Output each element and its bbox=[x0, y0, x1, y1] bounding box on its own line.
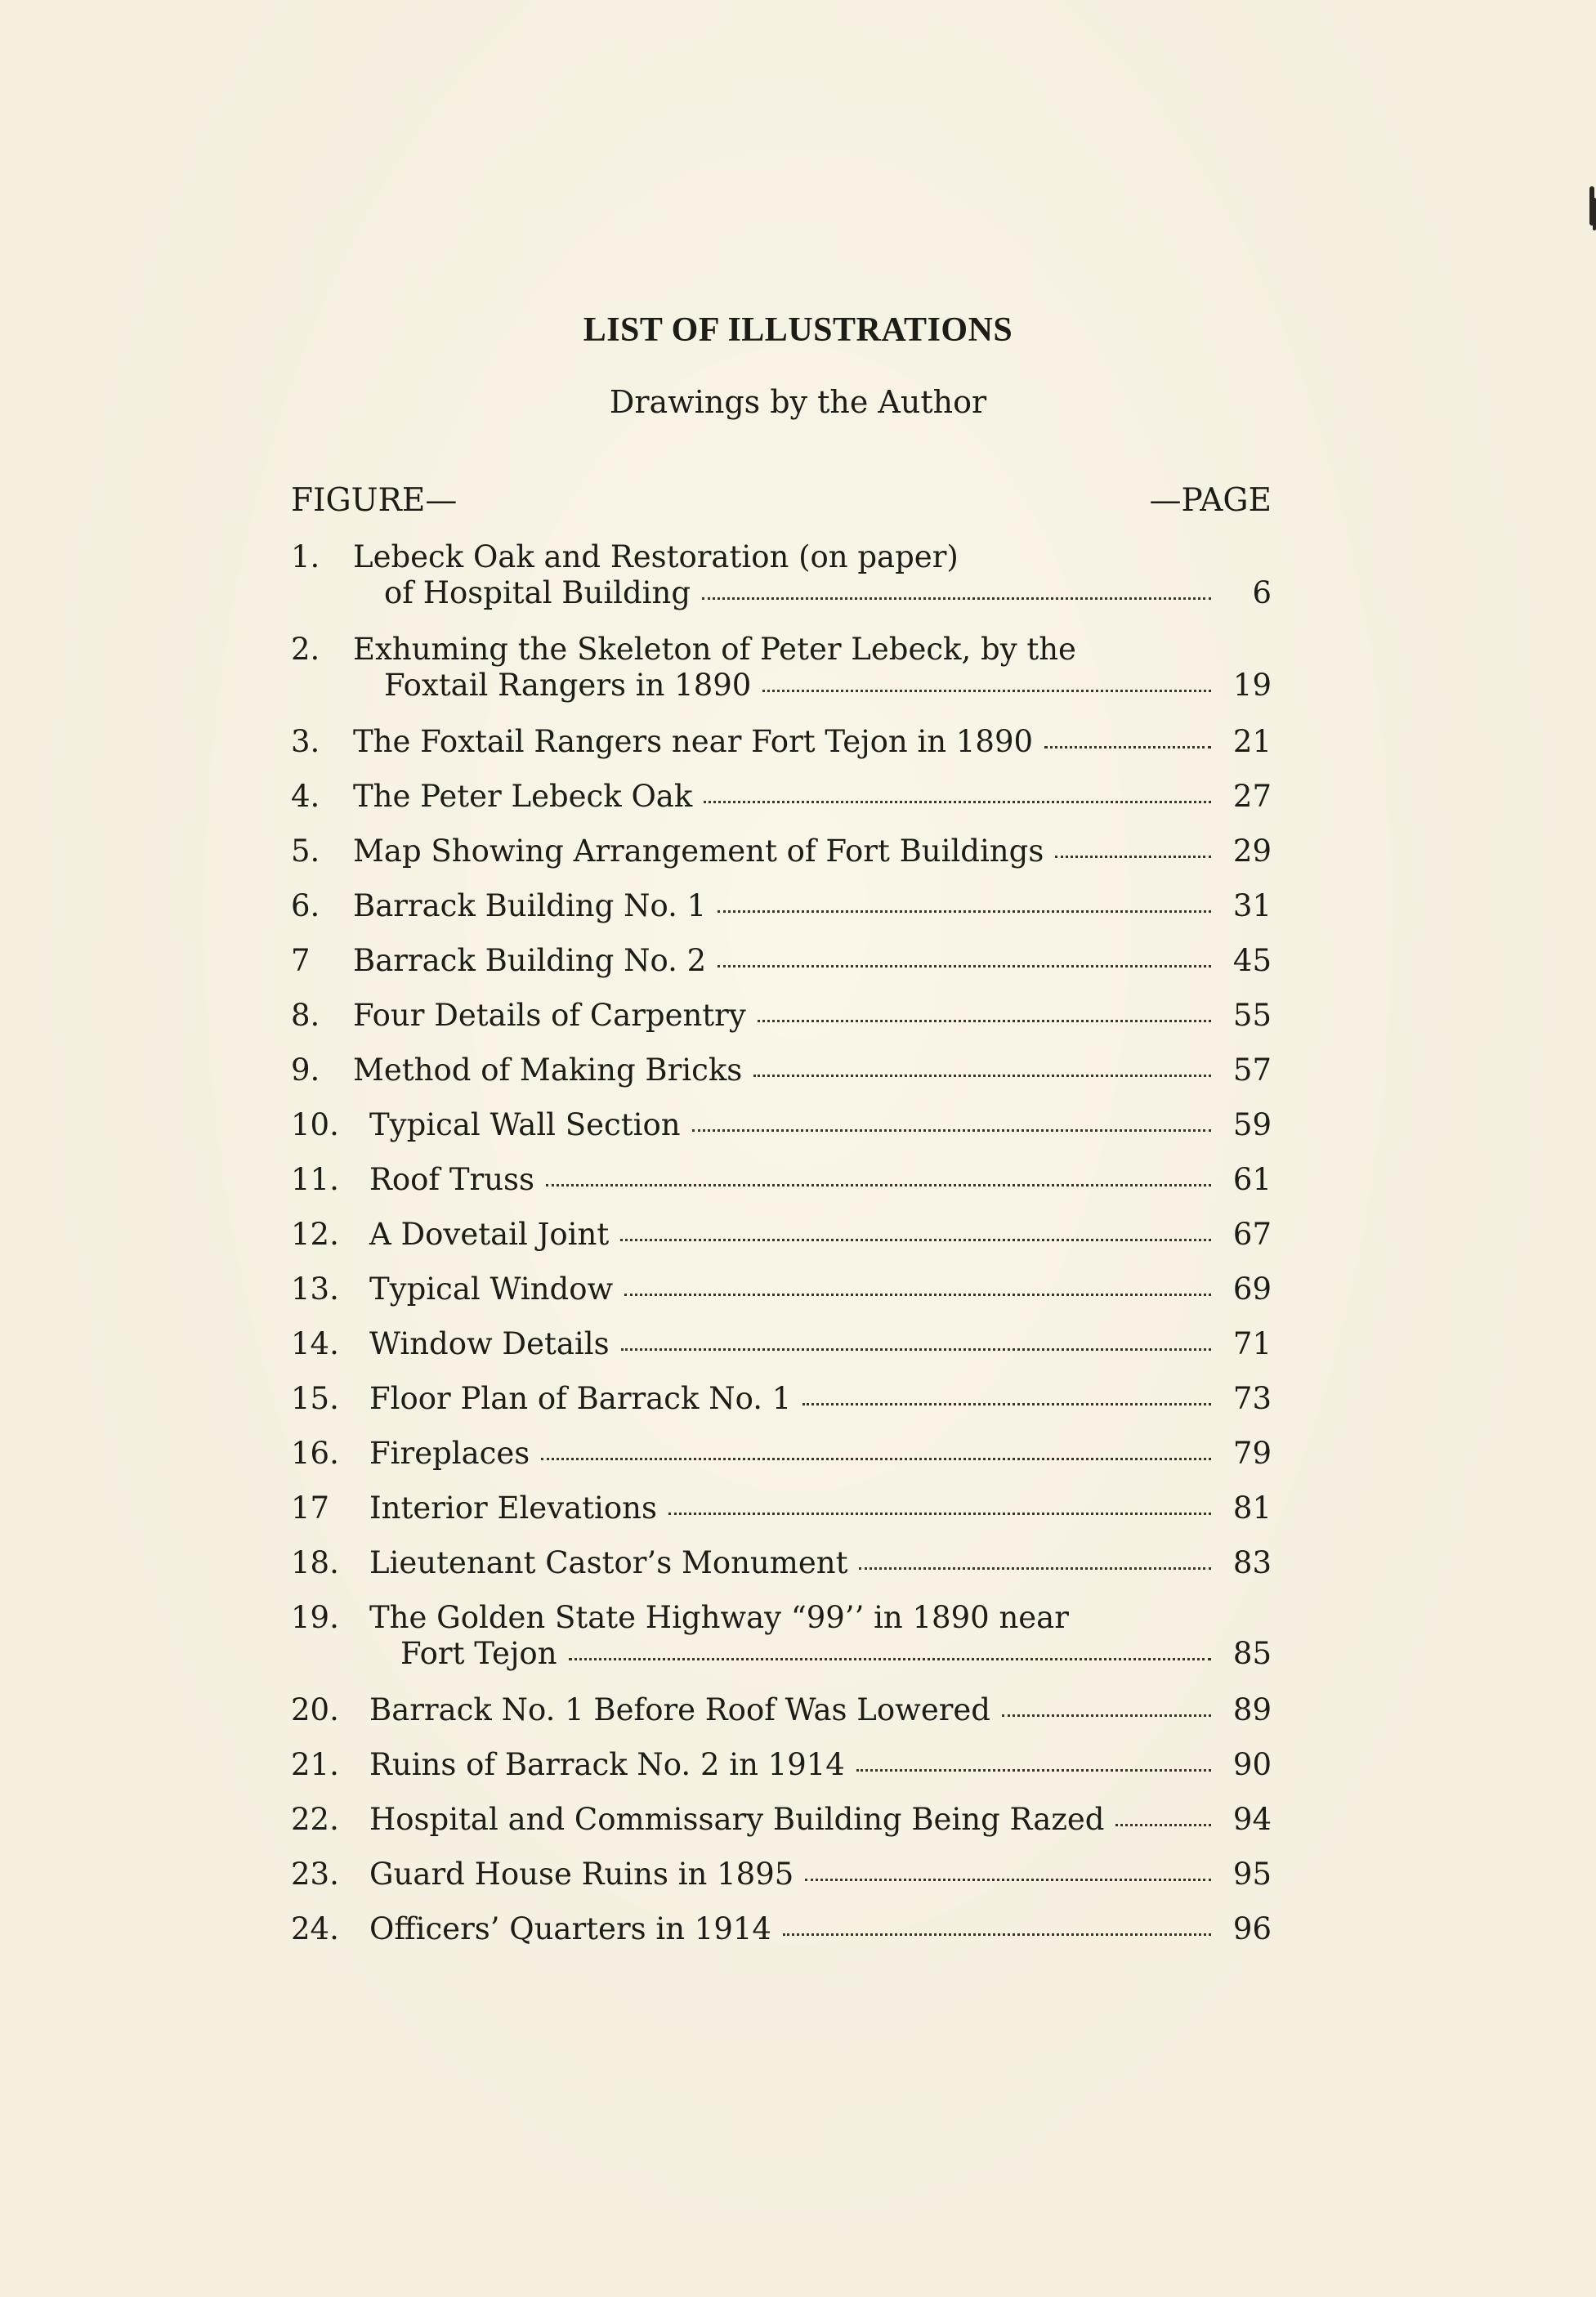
entry-body bbox=[353, 888, 1272, 924]
figure-caption: Barrack Building No. 2 bbox=[353, 943, 707, 978]
list-item bbox=[291, 1436, 1272, 1472]
list-item bbox=[291, 1217, 1272, 1253]
page-number: 95 bbox=[1232, 1857, 1272, 1892]
list-item bbox=[291, 724, 1272, 760]
figure-number: 12. bbox=[291, 1217, 339, 1252]
dot-leader bbox=[783, 1933, 1211, 1936]
entry-line bbox=[353, 539, 1272, 575]
figure-caption: The Peter Lebeck Oak bbox=[353, 779, 693, 814]
page-number: 94 bbox=[1232, 1802, 1272, 1837]
page-number: 89 bbox=[1232, 1692, 1272, 1727]
dot-leader bbox=[762, 690, 1211, 692]
entry-line bbox=[369, 1326, 1272, 1362]
entry-line bbox=[369, 1802, 1272, 1838]
entry-line bbox=[369, 1747, 1272, 1783]
list-item bbox=[291, 1052, 1272, 1088]
list-item bbox=[291, 888, 1272, 924]
entry-line bbox=[353, 779, 1272, 815]
page-number: 85 bbox=[1232, 1636, 1272, 1671]
page-number: 6 bbox=[1252, 575, 1272, 610]
entry-body bbox=[353, 632, 1272, 704]
dot-leader bbox=[753, 1075, 1211, 1077]
entry-body bbox=[369, 1600, 1272, 1672]
figure-caption: A Dovetail Joint bbox=[369, 1217, 610, 1252]
entry-line bbox=[369, 1162, 1272, 1198]
figure-caption: Ruins of Barrack No. 2 in 1914 bbox=[369, 1747, 845, 1782]
illustrations-list bbox=[291, 539, 1272, 1966]
figure-caption: Foxtail Rangers in 1890 bbox=[384, 668, 752, 703]
page-number: 90 bbox=[1232, 1747, 1272, 1782]
entry-body bbox=[369, 1326, 1272, 1362]
entry-body bbox=[369, 1107, 1272, 1143]
entry-body bbox=[369, 1911, 1272, 1947]
list-item bbox=[291, 1747, 1272, 1783]
figure-caption: Guard House Ruins in 1895 bbox=[369, 1857, 794, 1892]
list-item bbox=[291, 1545, 1272, 1581]
dot-leader bbox=[1002, 1714, 1211, 1717]
list-item bbox=[291, 779, 1272, 815]
column-headers bbox=[291, 482, 1272, 519]
figure-number: 3. bbox=[291, 724, 320, 759]
figure-caption: of Hospital Building bbox=[384, 575, 691, 610]
page-number: 69 bbox=[1232, 1271, 1272, 1307]
figure-number: 10. bbox=[291, 1107, 339, 1142]
list-item bbox=[291, 1490, 1272, 1526]
dot-leader bbox=[1044, 746, 1211, 749]
figure-number: 16. bbox=[291, 1436, 339, 1471]
entry-line bbox=[353, 888, 1272, 924]
figure-number: 6. bbox=[291, 888, 320, 923]
figure-number: 9. bbox=[291, 1052, 320, 1088]
entry-line bbox=[369, 1217, 1272, 1253]
page-number: 29 bbox=[1232, 833, 1272, 869]
dot-leader bbox=[718, 910, 1211, 913]
figure-number: 2. bbox=[291, 632, 320, 667]
page-number: 31 bbox=[1232, 888, 1272, 923]
dot-leader bbox=[541, 1458, 1211, 1460]
list-item bbox=[291, 1271, 1272, 1307]
figure-caption: Exhuming the Skeleton of Peter Lebeck, by the bbox=[353, 632, 1076, 667]
entry-line bbox=[369, 1490, 1272, 1526]
figure-caption: The Golden State Highway “99’’ in 1890 near bbox=[369, 1600, 1069, 1635]
page-number: 83 bbox=[1232, 1545, 1272, 1580]
list-item bbox=[291, 1107, 1272, 1143]
figure-number: 8. bbox=[291, 998, 320, 1033]
entry-body bbox=[369, 1545, 1272, 1581]
entry-line bbox=[369, 1857, 1272, 1893]
figure-caption: Roof Truss bbox=[369, 1162, 535, 1197]
figure-caption: Fort Tejon bbox=[400, 1636, 557, 1671]
entry-body bbox=[369, 1217, 1272, 1253]
figure-caption: Method of Making Bricks bbox=[353, 1052, 743, 1088]
figure-caption: Map Showing Arrangement of Fort Buildings bbox=[353, 833, 1044, 869]
dot-leader bbox=[668, 1513, 1211, 1515]
figure-caption: Window Details bbox=[369, 1326, 610, 1361]
page-number: 59 bbox=[1232, 1107, 1272, 1142]
dot-leader bbox=[621, 1348, 1211, 1351]
dot-leader bbox=[1115, 1824, 1211, 1826]
page-number: 79 bbox=[1232, 1436, 1272, 1471]
figure-caption: The Foxtail Rangers near Fort Tejon in 1890 bbox=[353, 724, 1034, 759]
figure-caption: Fireplaces bbox=[369, 1436, 530, 1471]
entry-body bbox=[353, 779, 1272, 815]
figure-caption: Lebeck Oak and Restoration (on paper) bbox=[353, 539, 959, 574]
figure-number: 7 bbox=[291, 943, 311, 978]
entry-body bbox=[369, 1747, 1272, 1783]
dot-leader bbox=[805, 1879, 1211, 1881]
entry-body bbox=[353, 833, 1272, 869]
page-number: 71 bbox=[1232, 1326, 1272, 1361]
page-number: 45 bbox=[1232, 943, 1272, 978]
figure-number: 20. bbox=[291, 1692, 339, 1727]
entry-line bbox=[369, 1107, 1272, 1143]
entry-body bbox=[353, 943, 1272, 979]
page-number: 57 bbox=[1232, 1052, 1272, 1088]
page-number: 19 bbox=[1232, 668, 1272, 703]
list-item bbox=[291, 943, 1272, 979]
entry-line bbox=[369, 1545, 1272, 1581]
list-item bbox=[291, 1326, 1272, 1362]
figure-number: 22. bbox=[291, 1802, 339, 1837]
figure-number: 21. bbox=[291, 1747, 339, 1782]
dot-leader bbox=[859, 1567, 1211, 1570]
entry-body bbox=[369, 1692, 1272, 1728]
entry-body bbox=[353, 998, 1272, 1034]
list-item bbox=[291, 632, 1272, 704]
figure-number: 11. bbox=[291, 1162, 339, 1197]
list-item bbox=[291, 539, 1272, 611]
entry-line bbox=[353, 632, 1272, 668]
figure-number: 19. bbox=[291, 1600, 339, 1635]
list-item bbox=[291, 833, 1272, 869]
list-item bbox=[291, 1857, 1272, 1893]
page-edge-mark bbox=[1593, 198, 1596, 230]
figure-number: 1. bbox=[291, 539, 320, 574]
list-item bbox=[291, 1911, 1272, 1947]
entry-line bbox=[353, 943, 1272, 979]
figure-number: 5. bbox=[291, 833, 320, 869]
page-number: 81 bbox=[1232, 1490, 1272, 1526]
list-item bbox=[291, 998, 1272, 1034]
dot-leader bbox=[704, 801, 1211, 803]
entry-body bbox=[369, 1436, 1272, 1472]
entry-line bbox=[353, 668, 1272, 704]
dot-leader bbox=[624, 1294, 1211, 1296]
list-item bbox=[291, 1692, 1272, 1728]
entry-body bbox=[369, 1802, 1272, 1838]
entry-line bbox=[353, 1052, 1272, 1088]
entry-line bbox=[369, 1600, 1272, 1636]
figure-number: 24. bbox=[291, 1911, 339, 1946]
page-title: LIST OF ILLUSTRATIONS bbox=[583, 311, 1013, 349]
dot-leader bbox=[856, 1769, 1211, 1772]
page-number: 55 bbox=[1232, 998, 1272, 1033]
figure-column-header: FIGURE— bbox=[291, 482, 458, 519]
dot-leader bbox=[702, 597, 1211, 600]
page-number: 96 bbox=[1232, 1911, 1272, 1946]
figure-number: 17 bbox=[291, 1490, 330, 1526]
list-item bbox=[291, 1381, 1272, 1417]
figure-caption: Hospital and Commissary Building Being Razed bbox=[369, 1802, 1105, 1837]
entry-body bbox=[353, 539, 1272, 611]
entry-line bbox=[353, 998, 1272, 1034]
entry-line bbox=[353, 575, 1272, 611]
entry-line bbox=[369, 1911, 1272, 1947]
dot-leader bbox=[802, 1403, 1211, 1405]
page-number: 21 bbox=[1232, 724, 1272, 759]
dot-leader bbox=[569, 1658, 1211, 1660]
page-number: 73 bbox=[1232, 1381, 1272, 1416]
entry-body bbox=[369, 1162, 1272, 1198]
figure-caption: Barrack Building No. 1 bbox=[353, 888, 707, 923]
entry-line bbox=[369, 1381, 1272, 1417]
entry-body bbox=[369, 1271, 1272, 1307]
figure-caption: Officers’ Quarters in 1914 bbox=[369, 1911, 771, 1946]
figure-number: 14. bbox=[291, 1326, 339, 1361]
list-item bbox=[291, 1162, 1272, 1198]
dot-leader bbox=[692, 1129, 1211, 1132]
page-subtitle: Drawings by the Author bbox=[609, 384, 987, 420]
list-item bbox=[291, 1802, 1272, 1838]
entry-line bbox=[369, 1636, 1272, 1672]
entry-line bbox=[369, 1692, 1272, 1728]
figure-number: 4. bbox=[291, 779, 320, 814]
entry-line bbox=[353, 833, 1272, 869]
figure-number: 15. bbox=[291, 1381, 339, 1416]
page-number: 67 bbox=[1232, 1217, 1272, 1252]
entry-body bbox=[353, 1052, 1272, 1088]
dot-leader bbox=[620, 1239, 1211, 1241]
list-item bbox=[291, 1600, 1272, 1672]
entry-line bbox=[369, 1436, 1272, 1472]
page-number: 61 bbox=[1232, 1162, 1272, 1197]
figure-caption: Lieutenant Castor’s Monument bbox=[369, 1545, 848, 1580]
entry-body bbox=[369, 1490, 1272, 1526]
entry-body bbox=[369, 1381, 1272, 1417]
figure-caption: Typical Wall Section bbox=[369, 1107, 681, 1142]
figure-number: 18. bbox=[291, 1545, 339, 1580]
figure-caption: Interior Elevations bbox=[369, 1490, 657, 1526]
entry-body bbox=[353, 724, 1272, 760]
dot-leader bbox=[546, 1184, 1211, 1186]
dot-leader bbox=[718, 965, 1211, 968]
figure-caption: Typical Window bbox=[369, 1271, 614, 1307]
dot-leader bbox=[758, 1020, 1211, 1022]
figure-caption: Floor Plan of Barrack No. 1 bbox=[369, 1381, 792, 1416]
entry-line bbox=[369, 1271, 1272, 1307]
figure-caption: Four Details of Carpentry bbox=[353, 998, 746, 1033]
page-number: 27 bbox=[1232, 779, 1272, 814]
figure-number: 13. bbox=[291, 1271, 339, 1307]
figure-caption: Barrack No. 1 Before Roof Was Lowered bbox=[369, 1692, 990, 1727]
figure-number: 23. bbox=[291, 1857, 339, 1892]
dot-leader bbox=[1055, 856, 1211, 858]
page-column-header: —PAGE bbox=[1149, 482, 1272, 519]
entry-body bbox=[369, 1857, 1272, 1893]
entry-line bbox=[353, 724, 1272, 760]
